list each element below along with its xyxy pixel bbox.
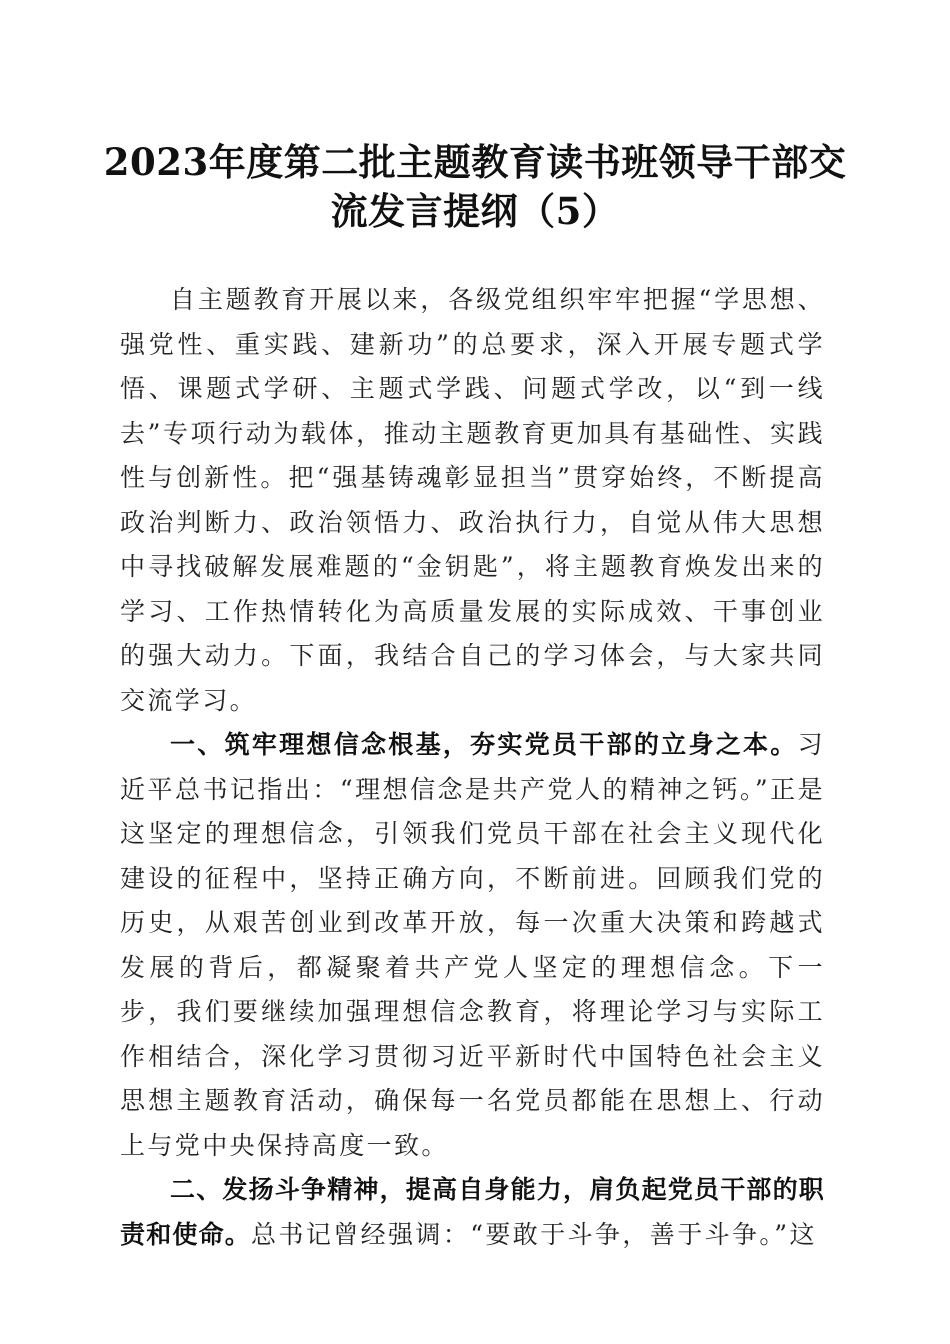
section-two-text: 总书记曾经强调：“要敢于斗争，善于斗争。”这 bbox=[251, 1219, 817, 1249]
intro-paragraph bbox=[120, 278, 825, 723]
document-title: 2023年度第二批主题教育读书班领导干部交流发言提纲（5） bbox=[103, 140, 847, 233]
section-one-heading: 一、筑牢理想信念根基，夯实党员干部的立身之本。 bbox=[170, 730, 798, 759]
section-two-paragraph bbox=[120, 1168, 825, 1257]
document-body bbox=[120, 278, 825, 1257]
section-one-paragraph bbox=[120, 723, 825, 1168]
intro-paragraph-text: 自主题教育开展以来，各级党组织牢牢把握“学思想、强党性、重实践、建新功”的总要求，深入开展专题式学悟、课题式学研、主题式学践、问题式学改，以“到一线去”专项行动为载体，推动主题教育更加具有基础性、实践性与创新性。把“强基铸魂彰显担当”贯穿始终，不断提高政治判断力、政治领悟力、政治执行力，自觉从伟大思想中寻找破解发展难题的“金钥匙”，将主题教育焕发出来的学习、工作热情转化为高质量发展的实际成效、干事创业的强大动力。下面，我结合自己的学习体会，与大家共同交流学习。 bbox=[120, 285, 825, 715]
section-two-heading: 二、发扬斗争精神，提高自身能力，肩负起党员干部的职责和使命。 bbox=[120, 1175, 826, 1249]
section-one-text: 习近平总书记指出：“理想信念是共产党人的精神之钙。”正是这坚定的理想信念，引领我们党员干部在社会主义现代化建设的征程中，坚持正确方向，不断前进。回顾我们党的历史，从艰苦创业到改革开放，每一次重大决策和跨越式发展的背后，都凝聚着共产党人坚定的理想信念。下一步，我们要继续加强理想信念教育，将理论学习与实际工作相结合，深化学习贯彻习近平新时代中国特色社会主义思想主题教育活动，确保每一名党员都能在思想上、行动上与党中央保持高度一致。 bbox=[120, 730, 825, 1160]
